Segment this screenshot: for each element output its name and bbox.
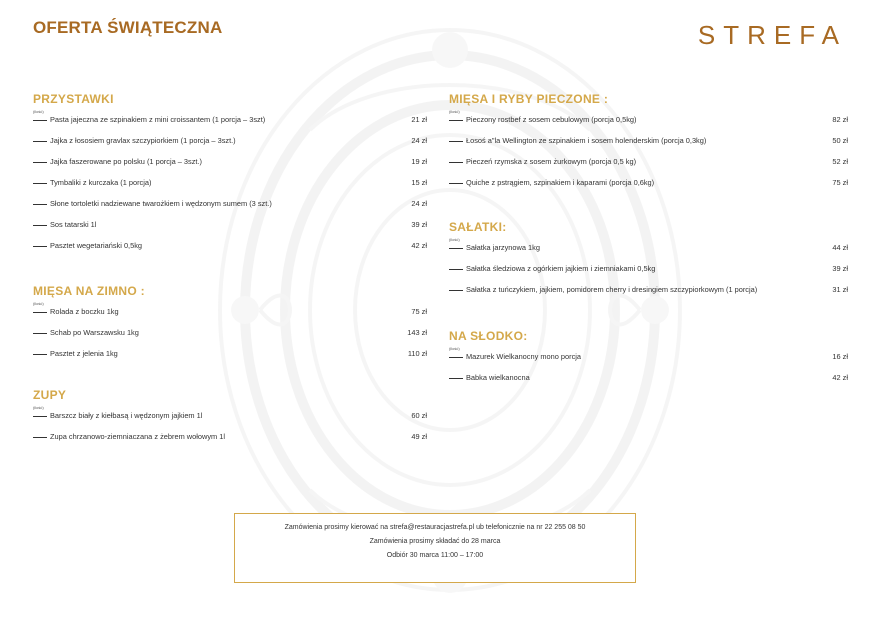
items-list: [33, 115, 427, 262]
quantity-blank-line: [33, 333, 47, 334]
menu-item-price: 31 zł: [832, 285, 848, 294]
menu-item-name: Pasztet wegetariański 0,5kg: [50, 241, 143, 250]
quantity-blank-line: [449, 269, 463, 270]
menu-item-name: Jajka faszerowane po polsku (1 porcja – 3szt.): [50, 157, 202, 166]
page-title: OFERTA ŚWIĄTECZNA: [33, 18, 223, 37]
menu-item-name: Sałatka śledziowa z ogórkiem jajkiem i ziemniakami 0,5kg: [466, 264, 656, 273]
quantity-blank-line: [33, 312, 47, 313]
order-contact-text: Zamówienia prosimy kierować na strefa@restauracjastrefa.pl ub telefonicznie na nr 22 255 08 50: [284, 524, 586, 531]
menu-item-price: 82 zł: [832, 115, 848, 124]
section-heading: NA SŁODKO:: [449, 329, 528, 343]
items-list: [449, 352, 848, 394]
menu-item-row: [449, 285, 848, 306]
quantity-blank-line: [33, 225, 47, 226]
menu-item-row: [449, 136, 848, 157]
quantity-blank-line: [33, 416, 47, 417]
menu-item-row: [33, 328, 427, 349]
quantity-blank-line: [449, 141, 463, 142]
quantity-blank-line: [449, 357, 463, 358]
menu-item-name: Pieczony rostbef z sosem cebulowym (porcja 0,5kg): [466, 115, 637, 124]
menu-item-price: 24 zł: [411, 136, 427, 145]
quantity-blank-line: [33, 120, 47, 121]
menu-item-price: 143 zł: [407, 328, 427, 337]
menu-item-row: [33, 411, 427, 432]
menu-item-name: Pasztet z jelenia 1kg: [50, 349, 118, 358]
menu-item-name: Sałatka z tuńczykiem, jajkiem, pomidorem cherry i dresingiem szczypiorkowym (1 porcja): [466, 285, 758, 294]
quantity-blank-line: [449, 162, 463, 163]
quantity-blank-line: [33, 437, 47, 438]
quantity-blank-line: [449, 120, 463, 121]
quantity-blank-line: [33, 141, 47, 142]
menu-item-price: 39 zł: [411, 220, 427, 229]
menu-item-row: [449, 352, 848, 373]
section-heading: MIĘSA I RYBY PIECZONE :: [449, 92, 609, 106]
items-list: [33, 411, 427, 453]
quantity-blank-line: [449, 183, 463, 184]
quantity-blank-line: [33, 246, 47, 247]
menu-item-name: Słone tortoletki nadziewane twarożkiem i wędzonym sumem (3 szt.): [50, 199, 272, 208]
quantity-blank-line: [449, 248, 463, 249]
section-miesa-na-zimno: [33, 284, 427, 370]
menu-item-price: 39 zł: [832, 264, 848, 273]
menu-item-row: [33, 178, 427, 199]
menu-item-price: 42 zł: [832, 373, 848, 382]
section-heading: PRZYSTAWKI: [33, 92, 114, 106]
quantity-blank-line: [449, 378, 463, 379]
quantity-label: (ilość): [449, 346, 460, 351]
items-list: [33, 307, 427, 370]
order-deadline-text: Zamówienia prosimy składać do 28 marca: [369, 538, 501, 545]
menu-item-row: [33, 432, 427, 453]
section-miesa-i-ryby: [449, 92, 848, 199]
section-heading: ZUPY: [33, 388, 67, 402]
menu-item-row: [33, 157, 427, 178]
menu-item-name: Schab po Warszawsku 1kg: [50, 328, 139, 337]
menu-item-row: [449, 243, 848, 264]
section-heading: MIĘSA NA ZIMNO :: [33, 284, 145, 298]
menu-item-name: Quiche z pstrągiem, szpinakiem i kaparami (porcja 0,6kg): [466, 178, 655, 187]
menu-item-price: 15 zł: [411, 178, 427, 187]
quantity-label: (ilość): [449, 109, 460, 114]
menu-item-price: 52 zł: [832, 157, 848, 166]
quantity-blank-line: [449, 290, 463, 291]
quantity-label: (ilość): [449, 237, 460, 242]
menu-item-row: [449, 115, 848, 136]
menu-item-name: Babka wielkanocna: [466, 373, 530, 382]
menu-item-price: 24 zł: [411, 199, 427, 208]
section-salatki: [449, 220, 848, 306]
menu-item-name: Rolada z boczku 1kg: [50, 307, 119, 316]
quantity-blank-line: [33, 204, 47, 205]
menu-item-row: [33, 307, 427, 328]
quantity-label: (ilość): [33, 109, 44, 114]
menu-item-row: [449, 157, 848, 178]
menu-item-row: [449, 264, 848, 285]
menu-item-name: Sos tatarski 1l: [50, 220, 97, 229]
menu-item-name: Zupa chrzanowo-ziemniaczana z żebrem wołowym 1l: [50, 432, 225, 441]
menu-item-row: [33, 349, 427, 370]
menu-item-price: 110 zł: [407, 349, 427, 358]
menu-item-name: Tymbaliki z kurczaka (1 porcja): [50, 178, 152, 187]
menu-item-name: Pieczeń rzymska z sosem żurkowym (porcja 0,5 kg): [466, 157, 637, 166]
menu-item-name: Pasta jajeczna ze szpinakiem z mini croissantem (1 porcja – 3szt): [50, 115, 266, 124]
menu-item-price: 19 zł: [411, 157, 427, 166]
menu-item-price: 42 zł: [411, 241, 427, 250]
menu-item-price: 60 zł: [411, 411, 427, 420]
menu-item-price: 75 zł: [832, 178, 848, 187]
order-info-box: [234, 513, 636, 583]
section-heading: SAŁATKI:: [449, 220, 507, 234]
menu-item-row: [449, 178, 848, 199]
brand-logo: STREFA: [697, 20, 847, 50]
section-na-slodko: [449, 329, 848, 394]
quantity-blank-line: [33, 162, 47, 163]
section-zupy: [33, 388, 427, 453]
menu-item-name: Barszcz biały z kiełbasą i wędzonym jajkiem 1l: [50, 411, 203, 420]
items-list: [449, 243, 848, 306]
section-przystawki: [33, 92, 427, 262]
menu-item-price: 49 zł: [411, 432, 427, 441]
menu-item-name: Jajka z łososiem gravlax szczypiorkiem (1 porcja – 3szt.): [50, 136, 236, 145]
items-list: [449, 115, 848, 199]
quantity-label: (ilość): [33, 301, 44, 306]
menu-item-price: 75 zł: [411, 307, 427, 316]
menu-item-name: Łosoś a"la Wellington ze szpinakiem i sosem holenderskim (porcja 0,3kg): [466, 136, 707, 145]
pickup-time-text: Odbiór 30 marca 11:00 – 17:00: [386, 552, 484, 559]
quantity-blank-line: [33, 183, 47, 184]
menu-item-row: [33, 220, 427, 241]
menu-item-row: [449, 373, 848, 394]
quantity-label: (ilość): [33, 405, 44, 410]
menu-item-name: Sałatka jarzynowa 1kg: [466, 243, 540, 252]
menu-item-row: [33, 136, 427, 157]
menu-item-price: 16 zł: [832, 352, 848, 361]
quantity-blank-line: [33, 354, 47, 355]
menu-item-name: Mazurek Wielkanocny mono porcja: [466, 352, 582, 361]
menu-item-price: 44 zł: [832, 243, 848, 252]
menu-item-price: 21 zł: [411, 115, 427, 124]
menu-item-row: [33, 115, 427, 136]
menu-item-price: 50 zł: [832, 136, 848, 145]
menu-item-row: [33, 241, 427, 262]
menu-item-row: [33, 199, 427, 220]
